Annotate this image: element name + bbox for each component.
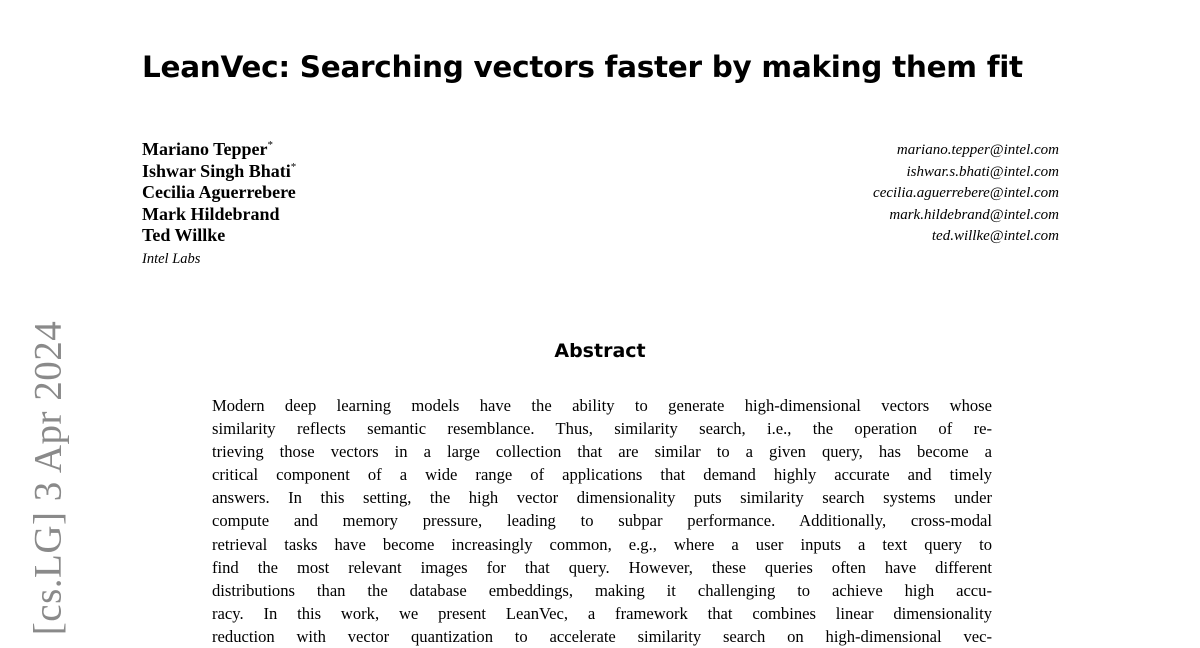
author-name-text: Mark Hildebrand [142, 203, 280, 224]
author-list [142, 139, 296, 269]
author-email: mariano.tepper@intel.com [896, 142, 1059, 158]
abstract-line: distributions than the database embeddings, making it challenging to achieve high accu- [212, 580, 992, 600]
author-name [142, 161, 296, 183]
email-list [873, 140, 1059, 248]
paper-title: LeanVec: Searching vectors faster by making them fit [142, 50, 1023, 84]
abstract-line: compute and memory pressure, leading to subpar performance. Additionally, cross-modal [212, 511, 992, 531]
abstract-line: racy. In this work, we present LeanVec, a framework that combines linear dimensionality [212, 603, 992, 623]
abstract-line: Modern deep learning models have the ability to generate high-dimensional vectors whose [212, 396, 992, 415]
abstract-body [212, 394, 992, 648]
affiliation: Intel Labs [142, 250, 201, 267]
author-name-text: Ted Willke [142, 225, 226, 245]
abstract-line: trieving those vectors in a large collection that are similar to a given query, has become a [212, 442, 992, 462]
author-email: mark.hildebrand@intel.com [889, 206, 1059, 223]
abstract-line: retrieval tasks have become increasingly common, e.g., where a user inputs a text query to [212, 534, 992, 554]
equal-contribution-mark: * [267, 139, 274, 151]
abstract-line: find the most relevant images for that query. However, these queries often have different [212, 557, 992, 577]
author-name-text: Ishwar Singh Bhati [142, 160, 291, 181]
author-email: ishwar.s.bhati@intel.com [906, 163, 1059, 180]
equal-contribution-mark: * [290, 160, 297, 173]
author-name-text: Mariano Tepper [142, 139, 268, 159]
abstract-line: similarity reflects semantic resemblance. Thus, similarity search, i.e., the operation of re- [212, 419, 992, 439]
author-name [142, 139, 296, 161]
author-name-text: Cecilia Aguerrebere [142, 182, 296, 202]
abstract-heading: Abstract [554, 340, 646, 362]
author-email: cecilia.aguerrebere@intel.com [873, 185, 1059, 201]
arxiv-identifier-stamp: [cs.LG] 3 Apr 2024 [26, 320, 70, 636]
abstract-line: critical component of a wide range of applications that demand highly accurate and timely [212, 465, 992, 485]
abstract-line: reduction with vector quantization to accelerate similarity search on high-dimensional vec- [212, 626, 992, 646]
author-name [142, 225, 296, 247]
author-email: ted.willke@intel.com [931, 228, 1059, 244]
author-name [142, 204, 296, 226]
author-name [142, 182, 296, 204]
abstract-line: answers. In this setting, the high vector dimensionality puts similarity search systems under [212, 488, 992, 508]
